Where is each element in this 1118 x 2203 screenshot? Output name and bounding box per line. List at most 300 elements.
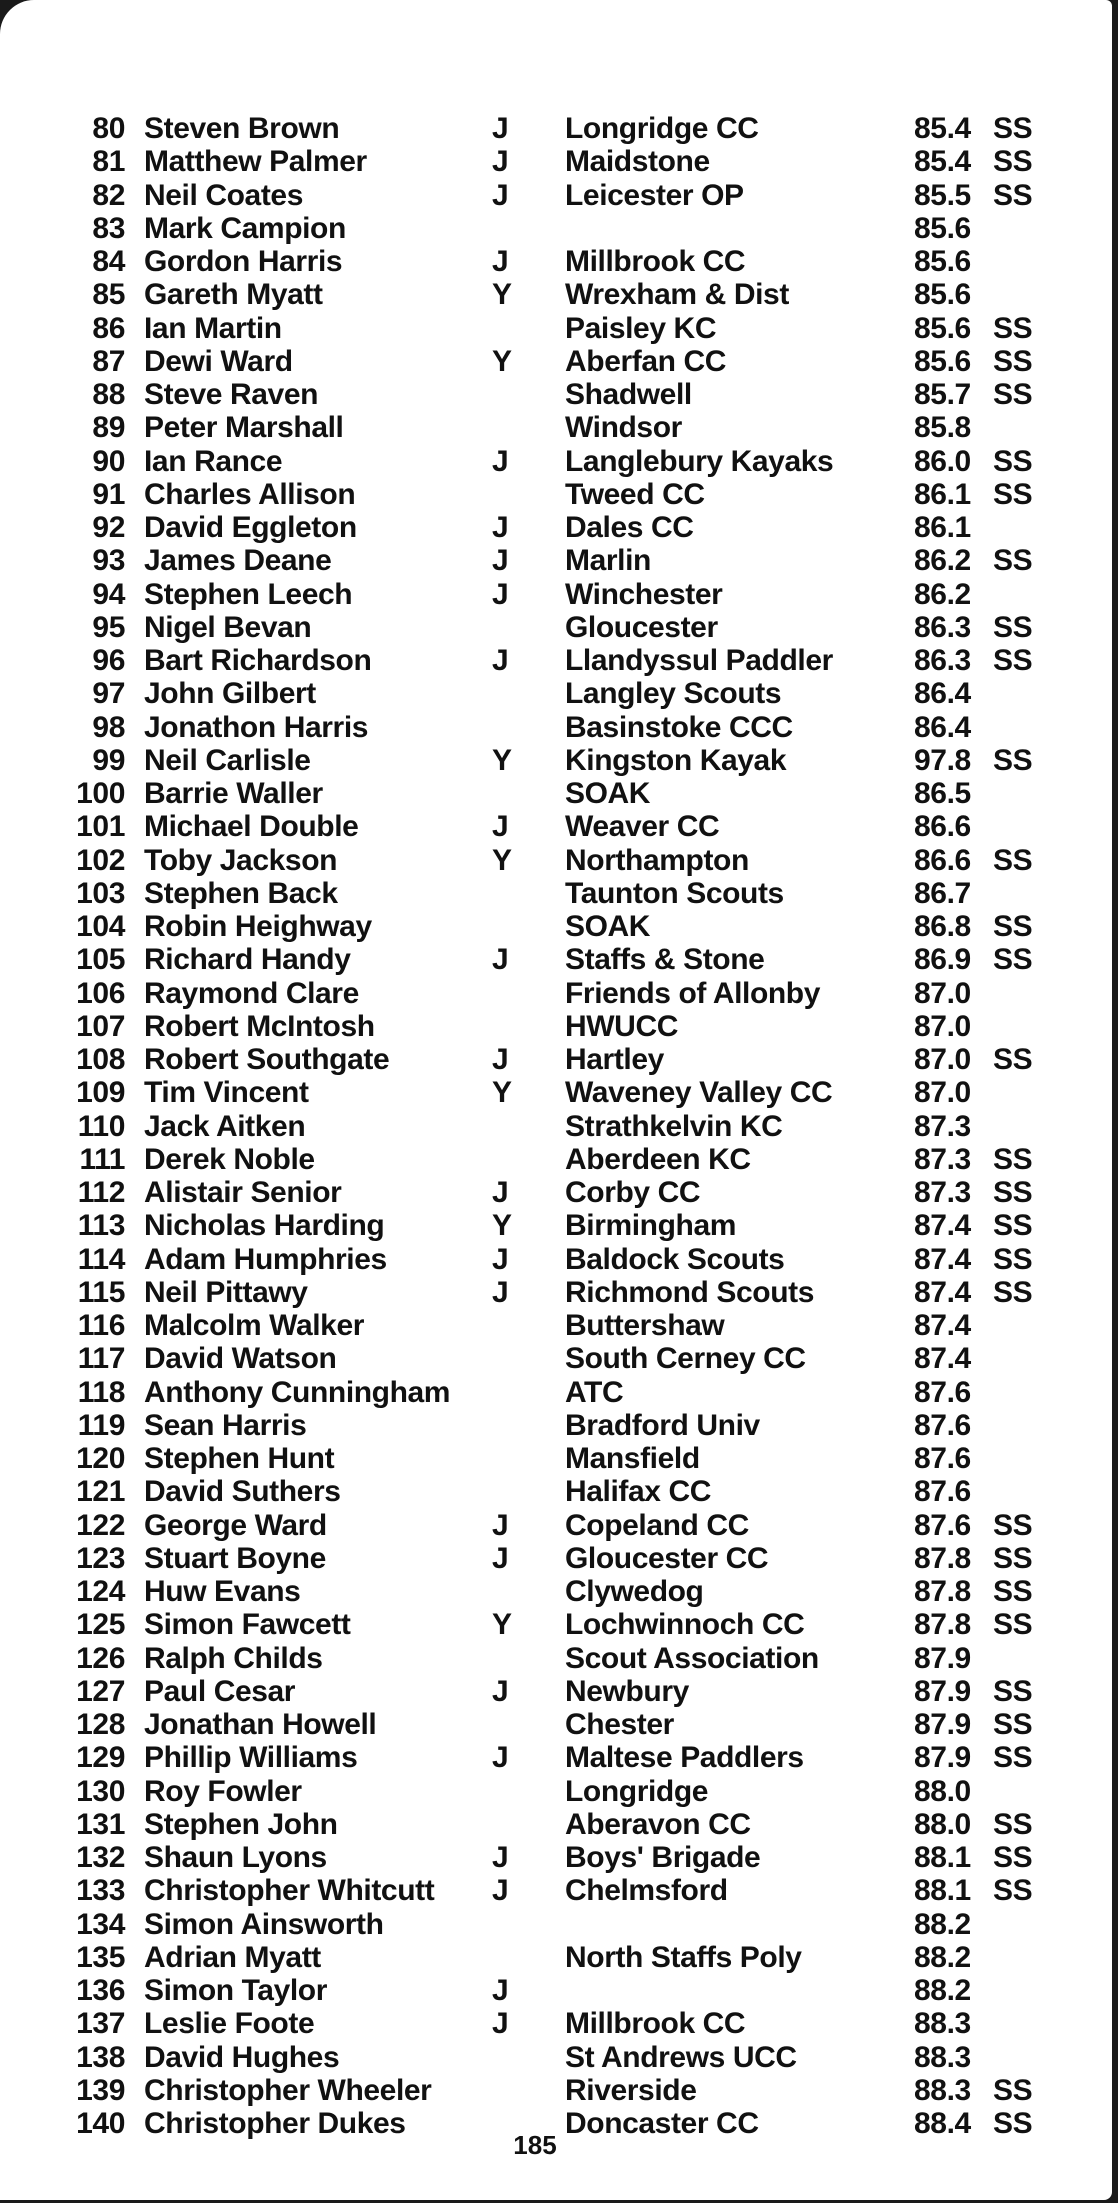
result-cat: Y [492, 743, 512, 777]
result-cat: J [492, 1874, 509, 1908]
result-ss: SS [993, 112, 1033, 145]
result-club: Windsor [565, 411, 682, 445]
result-row [0, 1342, 1100, 1375]
result-row [0, 1209, 1100, 1242]
result-time: 86.0 [914, 444, 971, 478]
result-row [0, 1642, 1100, 1675]
result-time: 87.4 [914, 1275, 971, 1309]
result-name: Shaun Lyons [144, 1841, 327, 1874]
result-cat: J [492, 1176, 509, 1209]
result-time: 88.1 [914, 1841, 971, 1874]
result-row [0, 1874, 1100, 1907]
result-club: Riverside [565, 2073, 697, 2107]
result-time: 86.3 [914, 610, 971, 644]
result-time: 88.3 [914, 2040, 971, 2074]
result-cat: J [492, 1974, 509, 2007]
result-name: Sean Harris [144, 1408, 307, 1442]
result-name: Bart Richardson [144, 644, 372, 677]
result-row [0, 1675, 1100, 1708]
result-row [0, 312, 1100, 345]
result-num: 81 [92, 145, 125, 179]
result-name: David Eggleton [144, 511, 357, 544]
result-name: Robert McIntosh [144, 1009, 375, 1043]
page-number: 185 [513, 2130, 557, 2160]
result-row [0, 677, 1100, 710]
result-num: 111 [79, 1142, 125, 1176]
result-time: 88.2 [914, 1974, 971, 2007]
result-row [0, 877, 1100, 910]
result-num: 113 [77, 1209, 125, 1243]
result-club: Baldock Scouts [565, 1242, 785, 1276]
result-row [0, 1409, 1100, 1442]
result-cat: J [492, 511, 509, 544]
result-row [0, 278, 1100, 311]
result-club: Gloucester CC [565, 1541, 769, 1575]
result-cat: J [492, 1275, 509, 1309]
result-time: 87.8 [914, 1575, 971, 1608]
result-row [0, 145, 1100, 178]
result-time: 86.3 [914, 644, 971, 677]
result-row [0, 2041, 1100, 2074]
result-time: 87.3 [914, 1109, 971, 1143]
result-name: Raymond Clare [144, 976, 359, 1010]
result-name: Tim Vincent [144, 1076, 309, 1110]
result-time: 87.4 [914, 1242, 971, 1276]
result-cat: J [492, 112, 509, 145]
result-row [0, 1908, 1100, 1941]
result-num: 100 [76, 777, 125, 810]
result-name: Jack Aitken [144, 1109, 306, 1143]
result-name: David Suthers [144, 1475, 341, 1509]
result-num: 128 [76, 1708, 125, 1741]
result-num: 134 [76, 1907, 125, 1941]
result-row [0, 1176, 1100, 1209]
result-num: 135 [76, 1940, 125, 1974]
result-time: 87.4 [914, 1309, 971, 1342]
result-cat: J [492, 1043, 509, 1076]
result-club: Wrexham & Dist [565, 278, 789, 312]
result-name: David Watson [144, 1342, 337, 1376]
result-cat: J [492, 1674, 509, 1708]
result-club: North Staffs Poly [565, 1940, 802, 1974]
result-club: Longridge CC [565, 112, 759, 145]
result-num: 132 [76, 1841, 125, 1874]
result-ss: SS [993, 610, 1033, 644]
result-ss: SS [993, 444, 1033, 478]
result-num: 125 [76, 1608, 125, 1642]
result-club: Richmond Scouts [565, 1275, 815, 1309]
result-name: Jonathon Harris [144, 710, 369, 744]
result-name: Mark Campion [144, 211, 346, 245]
result-num: 123 [76, 1541, 125, 1575]
result-num: 136 [76, 1974, 125, 2007]
result-club: Tweed CC [565, 477, 705, 511]
result-ss: SS [993, 1674, 1033, 1708]
result-num: 103 [76, 876, 125, 910]
result-num: 120 [76, 1442, 125, 1475]
result-row [0, 345, 1100, 378]
result-time: 88.2 [914, 1907, 971, 1941]
result-ss: SS [993, 1741, 1033, 1775]
result-num: 104 [76, 910, 125, 943]
result-row [0, 1509, 1100, 1542]
result-name: Gordon Harris [144, 245, 343, 278]
result-num: 107 [76, 1009, 125, 1043]
result-row [0, 777, 1100, 810]
result-ss: SS [993, 378, 1033, 411]
result-name: Huw Evans [144, 1575, 301, 1608]
result-row [0, 810, 1100, 843]
result-name: Richard Handy [144, 943, 351, 977]
result-time: 87.0 [914, 1043, 971, 1076]
result-cat: J [492, 544, 509, 578]
result-row [0, 1775, 1100, 1808]
result-ss: SS [993, 1541, 1033, 1575]
result-ss: SS [993, 1807, 1033, 1841]
result-cat: Y [492, 1209, 512, 1243]
result-time: 87.4 [914, 1342, 971, 1376]
result-name: Robert Southgate [144, 1043, 390, 1076]
result-name: Adrian Myatt [144, 1940, 321, 1974]
result-ss: SS [993, 178, 1033, 212]
result-num: 140 [76, 2107, 125, 2140]
result-num: 96 [92, 644, 125, 677]
result-row [0, 1475, 1100, 1508]
result-ss: SS [993, 743, 1033, 777]
result-num: 129 [76, 1741, 125, 1775]
result-ss: SS [993, 1708, 1033, 1741]
result-cat: J [492, 1242, 509, 1276]
result-club: Strathkelvin KC [565, 1109, 783, 1143]
result-num: 88 [92, 378, 125, 411]
result-num: 115 [77, 1275, 125, 1309]
result-row [0, 378, 1100, 411]
result-club: Chester [565, 1708, 674, 1741]
result-ss: SS [993, 1209, 1033, 1243]
result-club: Weaver CC [565, 810, 720, 844]
result-time: 86.5 [914, 777, 971, 810]
result-club: Leicester OP [565, 178, 744, 212]
result-time: 87.9 [914, 1741, 971, 1775]
result-club: Marlin [565, 544, 651, 578]
result-club: Doncaster CC [565, 2107, 759, 2140]
result-ss: SS [993, 1043, 1033, 1076]
result-cat: J [492, 1841, 509, 1874]
result-time: 87.4 [914, 1209, 971, 1243]
result-row [0, 445, 1100, 478]
result-name: Adam Humphries [144, 1242, 387, 1276]
result-club: Basinstoke CCC [565, 710, 793, 744]
result-time: 85.6 [914, 311, 971, 345]
results-list [0, 112, 1100, 2140]
result-name: Neil Coates [144, 178, 303, 212]
result-row [0, 1110, 1100, 1143]
result-cat: J [492, 1741, 509, 1775]
result-cat: J [492, 943, 509, 977]
result-club: Langlebury Kayaks [565, 444, 834, 478]
result-ss: SS [993, 843, 1033, 877]
result-time: 85.6 [914, 278, 971, 312]
result-num: 118 [77, 1375, 125, 1409]
result-name: Leslie Foote [144, 2007, 315, 2041]
result-row [0, 1243, 1100, 1276]
result-name: Charles Allison [144, 477, 356, 511]
result-club: Lochwinnoch CC [565, 1608, 805, 1642]
result-row [0, 245, 1100, 278]
result-row [0, 1841, 1100, 1874]
result-name: Robin Heighway [144, 910, 372, 943]
result-time: 87.9 [914, 1708, 971, 1741]
result-row [0, 1442, 1100, 1475]
result-name: Ian Martin [144, 311, 282, 345]
result-num: 124 [76, 1575, 125, 1608]
result-time: 86.1 [914, 477, 971, 511]
result-num: 82 [92, 178, 125, 212]
result-club: Waveney Valley CC [565, 1076, 833, 1110]
result-time: 86.6 [914, 843, 971, 877]
result-time: 87.0 [914, 976, 971, 1010]
result-time: 87.8 [914, 1608, 971, 1642]
result-cat: Y [492, 1076, 512, 1110]
result-num: 130 [76, 1774, 125, 1808]
result-num: 127 [76, 1674, 125, 1708]
result-club: Friends of Allonby [565, 976, 821, 1010]
result-ss: SS [993, 1176, 1033, 1209]
result-num: 121 [76, 1475, 125, 1509]
result-name: David Hughes [144, 2040, 340, 2074]
result-ss: SS [993, 1608, 1033, 1642]
result-club: Taunton Scouts [565, 876, 784, 910]
result-time: 87.0 [914, 1076, 971, 1110]
result-club: Halifax CC [565, 1475, 712, 1509]
result-club: Langley Scouts [565, 677, 782, 711]
result-time: 86.2 [914, 577, 971, 611]
result-club: Boys' Brigade [565, 1841, 761, 1874]
result-club: Copeland CC [565, 1508, 749, 1542]
result-time: 87.6 [914, 1375, 971, 1409]
result-cat: Y [492, 1608, 512, 1642]
result-num: 91 [92, 477, 125, 511]
result-club: Birmingham [565, 1209, 737, 1243]
result-row [0, 112, 1100, 145]
result-club: Maidstone [565, 145, 710, 179]
result-row [0, 910, 1100, 943]
result-club: Chelmsford [565, 1874, 728, 1908]
result-club: South Cerney CC [565, 1342, 806, 1376]
result-row [0, 212, 1100, 245]
result-ss: SS [993, 2107, 1033, 2140]
result-num: 90 [92, 444, 125, 478]
result-name: Steven Brown [144, 112, 340, 145]
result-name: Anthony Cunningham [144, 1375, 451, 1409]
result-club: Dales CC [565, 511, 694, 544]
result-time: 87.6 [914, 1408, 971, 1442]
result-name: Phillip Williams [144, 1741, 358, 1775]
result-num: 89 [92, 411, 125, 445]
result-num: 126 [76, 1641, 125, 1675]
result-club: Aberfan CC [565, 344, 727, 378]
result-row [0, 1941, 1100, 1974]
result-name: Christopher Wheeler [144, 2073, 432, 2107]
result-ss: SS [993, 544, 1033, 578]
result-row [0, 511, 1100, 544]
result-cat: J [492, 444, 509, 478]
result-row [0, 744, 1100, 777]
result-name: Stuart Boyne [144, 1541, 326, 1575]
result-time: 87.6 [914, 1475, 971, 1509]
result-name: Nicholas Harding [144, 1209, 385, 1243]
result-row [0, 1143, 1100, 1176]
result-num: 102 [76, 843, 125, 877]
result-row [0, 1575, 1100, 1608]
result-cat: Y [492, 344, 512, 378]
result-num: 138 [76, 2040, 125, 2074]
result-num: 119 [77, 1408, 125, 1442]
result-name: Neil Carlisle [144, 743, 311, 777]
result-cat: J [492, 178, 509, 212]
result-ss: SS [993, 344, 1033, 378]
result-ss: SS [993, 1142, 1033, 1176]
result-ss: SS [993, 644, 1033, 677]
result-time: 87.9 [914, 1674, 971, 1708]
result-club: HWUCC [565, 1009, 678, 1043]
result-name: Barrie Waller [144, 777, 323, 810]
result-row [0, 1010, 1100, 1043]
result-num: 114 [77, 1242, 125, 1276]
result-num: 99 [92, 743, 125, 777]
result-club: Buttershaw [565, 1309, 725, 1342]
result-club: Hartley [565, 1043, 664, 1076]
result-time: 85.4 [914, 145, 971, 179]
result-name: Simon Fawcett [144, 1608, 351, 1642]
result-ss: SS [993, 1508, 1033, 1542]
result-name: John Gilbert [144, 677, 316, 711]
result-time: 87.6 [914, 1508, 971, 1542]
result-row [0, 544, 1100, 577]
result-club: Clywedog [565, 1575, 704, 1608]
result-club: Winchester [565, 577, 723, 611]
result-time: 85.6 [914, 245, 971, 278]
result-row [0, 1542, 1100, 1575]
result-cat: J [492, 1508, 509, 1542]
result-row [0, 1708, 1100, 1741]
result-ss: SS [993, 1275, 1033, 1309]
result-row [0, 1974, 1100, 2007]
result-row [0, 977, 1100, 1010]
result-club: Llandyssul Paddler [565, 644, 833, 677]
result-club: Corby CC [565, 1176, 701, 1209]
result-name: Stephen John [144, 1807, 338, 1841]
result-num: 80 [92, 112, 125, 145]
result-row [0, 578, 1100, 611]
result-time: 88.3 [914, 2073, 971, 2107]
result-num: 108 [76, 1043, 125, 1076]
result-time: 88.1 [914, 1874, 971, 1908]
result-cat: J [492, 145, 509, 179]
result-time: 87.9 [914, 1641, 971, 1675]
result-row [0, 1276, 1100, 1309]
result-num: 101 [76, 810, 125, 844]
result-num: 95 [92, 610, 125, 644]
result-num: 116 [77, 1309, 125, 1342]
result-name: George Ward [144, 1508, 327, 1542]
result-time: 86.6 [914, 810, 971, 844]
result-ss: SS [993, 1242, 1033, 1276]
result-name: Neil Pittawy [144, 1275, 308, 1309]
result-row [0, 611, 1100, 644]
result-name: Toby Jackson [144, 843, 338, 877]
result-ss: SS [993, 1841, 1033, 1874]
result-name: Christopher Whitcutt [144, 1874, 435, 1908]
result-club: SOAK [565, 910, 651, 943]
result-club: Bradford Univ [565, 1408, 760, 1442]
result-time: 87.3 [914, 1142, 971, 1176]
result-num: 131 [76, 1807, 125, 1841]
result-cat: J [492, 644, 509, 677]
result-time: 88.0 [914, 1807, 971, 1841]
result-club: St Andrews UCC [565, 2040, 797, 2074]
result-name: Simon Ainsworth [144, 1907, 384, 1941]
result-row [0, 1043, 1100, 1076]
result-name: Malcolm Walker [144, 1309, 365, 1342]
result-cat: J [492, 2007, 509, 2041]
result-name: Alistair Senior [144, 1176, 342, 1209]
result-club: Paisley KC [565, 311, 717, 345]
result-num: 86 [92, 311, 125, 345]
result-row [0, 943, 1100, 976]
result-row [0, 644, 1100, 677]
result-name: Jonathan Howell [144, 1708, 377, 1741]
result-name: Dewi Ward [144, 344, 293, 378]
result-name: Roy Fowler [144, 1774, 302, 1808]
result-name: Paul Cesar [144, 1674, 296, 1708]
result-row [0, 711, 1100, 744]
result-club: Newbury [565, 1674, 689, 1708]
result-num: 137 [76, 2007, 125, 2041]
result-num: 97 [92, 677, 125, 711]
result-time: 85.5 [914, 178, 971, 212]
result-time: 86.9 [914, 943, 971, 977]
result-row [0, 1376, 1100, 1409]
result-name: Stephen Back [144, 876, 338, 910]
result-num: 117 [77, 1342, 125, 1376]
result-time: 87.0 [914, 1009, 971, 1043]
result-ss: SS [993, 311, 1033, 345]
result-row [0, 179, 1100, 212]
result-time: 87.8 [914, 1541, 971, 1575]
result-num: 133 [76, 1874, 125, 1908]
result-name: Ian Rance [144, 444, 283, 478]
result-num: 98 [92, 710, 125, 744]
result-num: 139 [76, 2073, 125, 2107]
result-num: 93 [92, 544, 125, 578]
result-row [0, 2074, 1100, 2107]
result-cat: J [492, 245, 509, 278]
result-row [0, 478, 1100, 511]
result-ss: SS [993, 910, 1033, 943]
result-time: 86.4 [914, 677, 971, 711]
result-club: Staffs & Stone [565, 943, 765, 977]
result-row [0, 2007, 1100, 2040]
result-time: 86.1 [914, 511, 971, 544]
result-time: 86.4 [914, 710, 971, 744]
result-club: Gloucester [565, 610, 718, 644]
result-ss: SS [993, 1575, 1033, 1608]
result-time: 85.6 [914, 211, 971, 245]
result-time: 85.7 [914, 378, 971, 411]
result-ss: SS [993, 1874, 1033, 1908]
result-num: 106 [76, 976, 125, 1010]
